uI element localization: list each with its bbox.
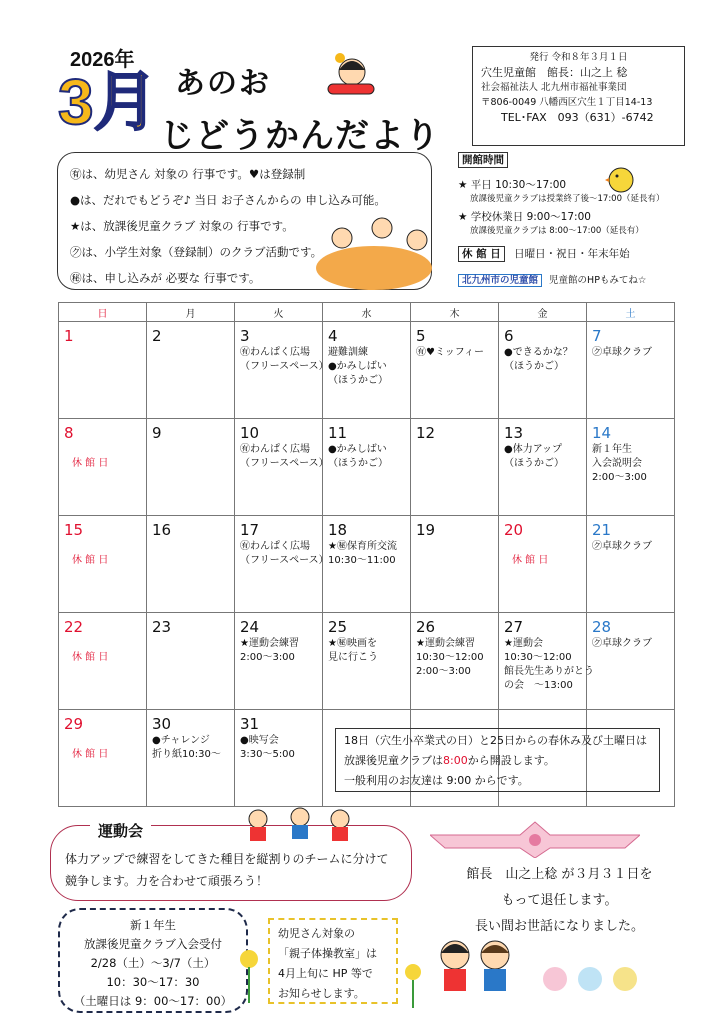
day-number: 15 xyxy=(64,521,84,539)
director-farewell xyxy=(452,862,667,940)
event-text: 3:30～5:00 xyxy=(240,749,295,760)
year-label: 2026年 xyxy=(70,49,135,71)
event-text: ★運動会練習 xyxy=(240,638,299,649)
event-text: ㊒わんぱく広場 xyxy=(240,347,310,358)
event-text: ㊒わんぱく広場 xyxy=(240,541,310,552)
child-lying-illustration xyxy=(320,50,380,100)
farewell-line2: もって退任します。 xyxy=(501,893,618,908)
closed-day-label: 休 館 日 xyxy=(72,652,109,663)
day-number: 11 xyxy=(328,424,348,442)
day-number: 20 xyxy=(504,521,524,539)
notice-line2 xyxy=(344,751,651,771)
event-text: 10:30～12:00 xyxy=(504,652,572,663)
calendar-day-cell xyxy=(587,516,675,613)
calendar-day-cell xyxy=(147,613,235,710)
event-text: 10:30～12:00 xyxy=(416,652,484,663)
calendar-day-cell xyxy=(323,322,411,419)
calendar-week-row xyxy=(59,419,675,516)
spring-break-notice xyxy=(335,728,660,792)
calendar-day-cell xyxy=(235,419,329,516)
event-text: ㋗卓球クラブ xyxy=(592,541,652,552)
event-text: ★㊙保育所交流 xyxy=(328,541,397,552)
parent-child-gym-box xyxy=(268,918,398,1004)
event-text: ●体力アップ xyxy=(504,444,563,455)
calendar-day-cell xyxy=(411,419,499,516)
weekday-thu: 木 xyxy=(411,303,499,322)
weekday-sun: 日 xyxy=(59,303,147,322)
event-text: ●できるかな？ xyxy=(504,347,573,358)
kids-line2: 「親子体操教室」は xyxy=(278,947,377,960)
day-number: 5 xyxy=(416,327,426,345)
hours-holiday: ★ 学校休業日 9:00～17:00 xyxy=(458,211,591,223)
calendar-day-cell xyxy=(147,710,235,807)
tel: TEL･FAX 093（631）-6742 xyxy=(501,111,654,124)
chick-icon xyxy=(605,158,637,194)
sports-line2: 競争します。力を合わせて頑張ろう！ xyxy=(65,874,269,888)
event-text: （フリースペース） xyxy=(240,555,329,566)
new-line3: 2/28（土）～3/7（土） xyxy=(90,956,216,970)
new-line4: 10：30～17：30 xyxy=(106,975,200,989)
bunnies-illustration xyxy=(535,955,645,995)
hours-holiday-note: 放課後児童クラブは 8:00～17:00（延長有） xyxy=(470,226,644,236)
day-number: 4 xyxy=(328,327,338,345)
calendar-day-cell xyxy=(499,322,587,419)
closed-label: 休 館 日 xyxy=(458,246,505,262)
event-text: ●かみしばい xyxy=(328,361,387,372)
issuer-info-box xyxy=(472,46,685,146)
new-students-box xyxy=(58,908,248,1013)
day-number: 1 xyxy=(64,327,74,345)
notice-line2-time: 8:00 xyxy=(443,754,468,767)
calendar-day-cell xyxy=(587,419,675,516)
event-text: （ほうかご） xyxy=(504,361,564,372)
event-text: （フリースペース） xyxy=(240,458,329,469)
opening-hours xyxy=(458,152,703,288)
org-line: 穴生児童館 館長：山之上 稔 xyxy=(481,66,628,79)
calendar-week-row xyxy=(59,322,675,419)
two-kids-illustration xyxy=(430,935,520,995)
farewell-line3: 長い間お世話になりました。 xyxy=(474,919,644,934)
weekday-mon: 月 xyxy=(147,303,235,322)
weekday-wed: 水 xyxy=(323,303,411,322)
event-text: ㊒♥ミッフィー xyxy=(416,347,484,358)
day-number: 29 xyxy=(64,715,84,733)
new-line1: 新１年生 xyxy=(130,918,176,932)
weekday-fri: 金 xyxy=(499,303,587,322)
event-text: ●かみしばい xyxy=(328,444,387,455)
day-number: 14 xyxy=(592,424,612,442)
day-number: 25 xyxy=(328,618,348,636)
day-number: 22 xyxy=(64,618,84,636)
closed-days: 日曜日・祝日・年末年始 xyxy=(514,248,630,260)
event-text: 2:00～3:00 xyxy=(592,472,647,483)
day-number: 10 xyxy=(240,424,260,442)
hours-weekday-note: 放課後児童クラブは授業終了後～17:00（延長有） xyxy=(470,194,665,204)
day-number: 23 xyxy=(152,618,172,636)
day-number: 13 xyxy=(504,424,524,442)
calendar-day-cell xyxy=(587,613,675,710)
day-number: 7 xyxy=(592,327,602,345)
calendar-day-cell xyxy=(323,516,411,613)
event-text: ㊒わんぱく広場 xyxy=(240,444,310,455)
flower-icon xyxy=(398,960,428,1010)
weekday-sat: 土 xyxy=(587,303,675,322)
event-text: 10:30～11:00 xyxy=(328,555,396,566)
event-text: ㋗卓球クラブ xyxy=(592,347,652,358)
kids-line1: 幼児さん対象の xyxy=(278,927,355,940)
day-number: 6 xyxy=(504,327,514,345)
hours-weekday: ★ 平日 10:30～17:00 xyxy=(458,179,567,191)
closed-day-label: 休 館 日 xyxy=(72,458,109,469)
calendar-day-cell xyxy=(59,322,147,419)
calendar-day-cell xyxy=(499,419,587,516)
calendar-day-cell xyxy=(59,419,147,516)
address: 〒806-0049 八幡西区穴生１丁目14-13 xyxy=(481,97,653,108)
calendar-day-cell xyxy=(587,322,675,419)
notice-line2-post: から開設します。 xyxy=(467,754,555,767)
event-text: ★運動会練習 xyxy=(416,638,475,649)
event-text: ★㊙映画を xyxy=(328,638,377,649)
kids-line3: 4月上旬に HP 等で xyxy=(278,967,373,980)
hours-title: 開館時間 xyxy=(458,152,508,168)
calendar-day-cell xyxy=(499,516,587,613)
day-number: 2 xyxy=(152,327,162,345)
new-line5: （土曜日は 9：00～17：00） xyxy=(73,994,233,1008)
calendar-day-cell xyxy=(235,322,329,419)
calendar-header-row xyxy=(59,303,675,322)
calendar-day-cell xyxy=(499,613,594,710)
calendar-day-cell xyxy=(59,710,147,807)
event-text: 2:00～3:00 xyxy=(416,666,471,677)
day-number: 8 xyxy=(64,424,74,442)
day-number: 3 xyxy=(240,327,250,345)
event-text: 2:00～3:00 xyxy=(240,652,295,663)
calendar-week-row xyxy=(59,613,675,710)
calendar-week-row xyxy=(59,516,675,613)
calendar-day-cell xyxy=(147,322,235,419)
calendar-day-cell xyxy=(235,613,323,710)
calendar-day-cell xyxy=(411,613,499,710)
day-number: 28 xyxy=(592,618,612,636)
event-text: 館長先生ありがとう xyxy=(504,666,594,677)
event-text: 入会説明会 xyxy=(592,458,642,469)
day-number: 18 xyxy=(328,521,348,539)
event-text: の会 ～13:00 xyxy=(504,680,573,691)
page-title: じどうかんだより xyxy=(160,116,440,156)
day-number: 16 xyxy=(152,521,172,539)
day-number: 12 xyxy=(416,424,436,442)
event-text: 見に行こう xyxy=(328,652,378,663)
sports-line1: 体力アップで練習をしてきた種目を縦割りのチームに分けて xyxy=(65,852,389,866)
calendar-day-cell xyxy=(235,516,329,613)
web-suffix: 児童館のHPもみてね☆ xyxy=(549,275,647,286)
calendar-day-cell xyxy=(323,613,411,710)
day-number: 24 xyxy=(240,618,260,636)
calendar-day-cell xyxy=(323,419,411,516)
web-banner[interactable]: 北九州市の児童館 xyxy=(458,274,542,287)
day-number: 30 xyxy=(152,715,172,733)
event-text: ★運動会 xyxy=(504,638,543,649)
legend-item: ㊙は、申し込みが 必要な 行事です。 xyxy=(70,271,261,285)
new-line2: 放課後児童クラブ入会受付 xyxy=(84,937,222,951)
day-number: 21 xyxy=(592,521,612,539)
running-kids-illustration xyxy=(240,805,360,847)
calendar-day-cell xyxy=(147,516,235,613)
title-line1: あのお xyxy=(175,66,271,101)
event-text: 折り紙10:30～ xyxy=(152,749,221,760)
issue-date: 発行 令和８年３月１日 xyxy=(529,52,628,63)
event-text: ●映写会 xyxy=(240,735,279,746)
notice-line1: 18日（穴生小卒業式の日）と25日からの春休み及び土曜日は xyxy=(344,734,647,747)
event-text: （ほうかご） xyxy=(328,458,388,469)
legend-item: ㊒は、幼児さん 対象の 行事です。♥は登録制 xyxy=(70,167,306,181)
day-number: 19 xyxy=(416,521,436,539)
event-text: （フリースペース） xyxy=(240,361,329,372)
flower-icon xyxy=(232,945,266,1005)
legend-item: ㋗は、小学生対象（登録制）のクラブ活動です。 xyxy=(70,245,323,259)
day-number: 17 xyxy=(240,521,260,539)
calendar-day-cell xyxy=(411,516,499,613)
closed-day-label: 休 館 日 xyxy=(72,749,109,760)
event-text: ●チャレンジ xyxy=(152,735,210,746)
legend-item: ★は、放課後児童クラブ 対象の 行事です。 xyxy=(70,219,294,233)
notice-line2-pre: 放課後児童クラブは xyxy=(344,754,443,767)
event-text: 避難訓練 xyxy=(328,347,368,358)
event-text: （ほうかご） xyxy=(328,375,388,386)
kids-playing-illustration xyxy=(312,208,437,293)
event-text: 新１年生 xyxy=(592,444,632,455)
sports-title: 運動会 xyxy=(90,820,151,841)
event-text: （ほうかご） xyxy=(504,458,564,469)
weekday-tue: 火 xyxy=(235,303,323,322)
day-number: 31 xyxy=(240,715,260,733)
calendar-day-cell xyxy=(147,419,235,516)
day-number: 26 xyxy=(416,618,436,636)
calendar-day-cell xyxy=(59,516,147,613)
calendar-day-cell xyxy=(59,613,147,710)
day-number: 27 xyxy=(504,618,524,636)
kids-line4: お知らせします。 xyxy=(278,987,365,1000)
month-label: 3月 xyxy=(58,66,158,138)
legend-item: ●は、だれでもどうぞ♪ 当日 お子さんからの 申し込み可能。 xyxy=(70,193,386,207)
farewell-line1: 館長 山之上稔 が３月３１日を xyxy=(466,867,653,882)
event-text: ㋗卓球クラブ xyxy=(592,638,652,649)
calendar-day-cell xyxy=(411,322,499,419)
closed-day-label: 休 館 日 xyxy=(72,555,109,566)
notice-line3: 一般利用のお友達は 9:00 からです。 xyxy=(344,774,529,787)
calendar-day-cell xyxy=(235,710,323,807)
day-number: 9 xyxy=(152,424,162,442)
ribbon-decoration xyxy=(430,820,640,858)
closed-day-label: 休 館 日 xyxy=(512,555,549,566)
operator: 社会福祉法人 北九州市福祉事業団 xyxy=(481,82,627,93)
